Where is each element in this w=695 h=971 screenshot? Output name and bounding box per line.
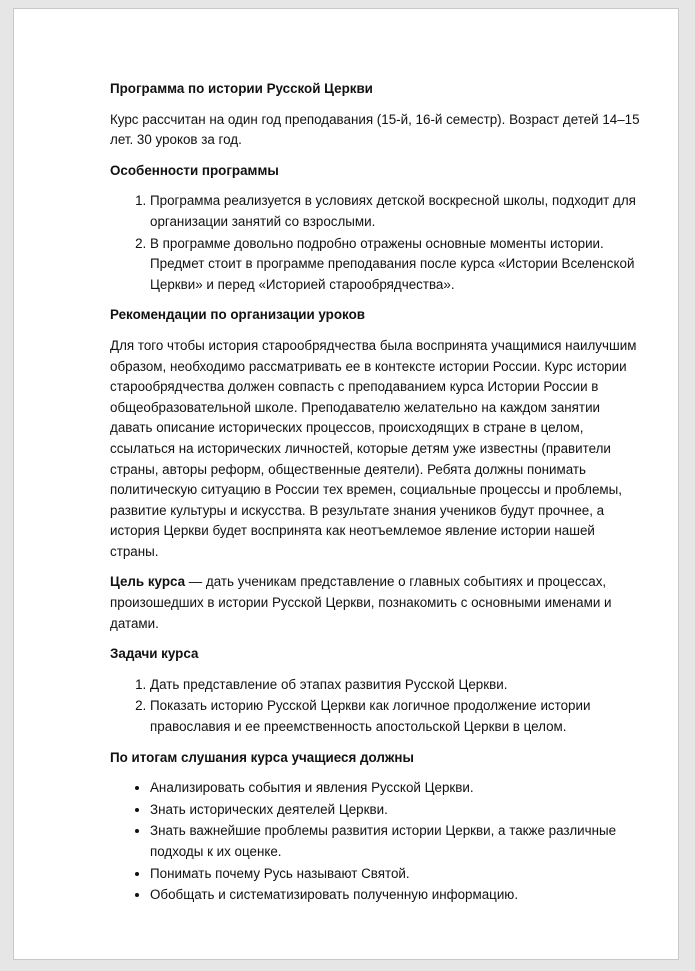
features-list xyxy=(110,191,645,295)
document-title: Программа по истории Русской Церкви xyxy=(110,81,373,96)
list-item: 2. Показать историю Русской Церкви как логичное продолжение истории православия и ее преемственность апостольской Церкви в целом. xyxy=(150,696,645,737)
list-item: • Понимать почему Русь называют Святой. xyxy=(150,864,645,885)
tasks-heading: Задачи курса xyxy=(110,646,199,662)
goal-lead: Цель курса xyxy=(110,574,186,590)
list-item: • Анализировать события и явления Русской Церкви. xyxy=(150,778,645,799)
intro-paragraph: Курс рассчитан на один год преподавания (15-й, 16-й семестр). Возраст детей 14–15 лет. 30 уроков за год. xyxy=(110,111,640,148)
outcomes-list xyxy=(110,778,645,906)
list-item: 2. В программе довольно подробно отражены основные моменты истории. Предмет стоит в программе преподавания после курса «Истории Вселенской Церкви» и перед «Историей старообрядчества». xyxy=(150,234,645,296)
outcomes-heading: По итогам слушания курса учащиеся должны xyxy=(110,749,414,765)
goal-paragraph xyxy=(110,572,645,634)
recommendations-heading: Рекомендации по организации уроков xyxy=(110,307,365,323)
document-body[interactable] xyxy=(110,79,645,916)
list-item: • Знать важнейшие проблемы развития истории Церкви, а также различные подходы к их оценке. xyxy=(150,821,645,862)
goal-text: — дать ученикам представление о главных событиях и процессах, произошедших в истории Русской Церкви, познакомить с основными именами и датами. xyxy=(110,574,612,631)
recommendations-paragraph: Для того чтобы история старообрядчества была воспринята учащимися наилучшим образом, необходимо рассматривать ее в контексте истории России. Курс истории старообрядчества должен совпасть с преподаванием курса Истории России в общеобразовательной школе. Преподавателю желательно на каждом занятии давать описание исторических процессов, происходящих в стране в целом, ссылаться на исторических личностей, которые детям уже известны (правители страны, авторы реформ, общественные деятели). Ребята должны понимать политическую ситуацию в России тех времен, социальные процессы и проблемы, развитие культуры и искусства. В результате знания учеников будут прочнее, а история Церкви будет воспринята как неотъемлемое явление истории нашей страны. xyxy=(110,337,637,559)
document-page xyxy=(13,8,679,960)
list-item: • Знать исторических деятелей Церкви. xyxy=(150,800,645,821)
list-item: 1. Дать представление об этапах развития Русской Церкви. xyxy=(150,675,645,696)
tasks-list xyxy=(110,675,645,738)
list-item: 1. Программа реализуется в условиях детской воскресной школы, подходит для организации занятий со взрослыми. xyxy=(150,191,645,232)
list-item: • Обобщать и систематизировать полученную информацию. xyxy=(150,885,645,906)
features-heading: Особенности программы xyxy=(110,162,279,178)
